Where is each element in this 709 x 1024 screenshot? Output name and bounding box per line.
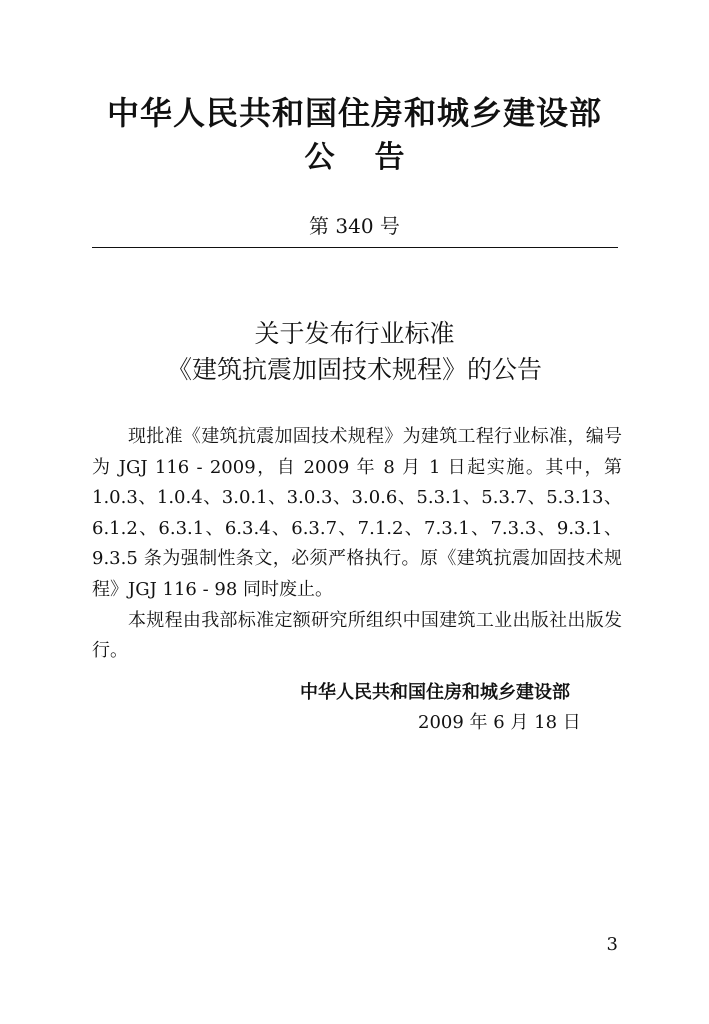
subject-line-2: 《建筑抗震加固技术规程》的公告 bbox=[166, 355, 542, 384]
announcement-body bbox=[92, 422, 622, 667]
signature-date: 2009 年 6 月 18 日 bbox=[418, 712, 581, 733]
announcement-title: 公告 bbox=[304, 140, 445, 175]
document-number: 第 340 号 bbox=[309, 214, 400, 238]
body-paragraph-2: 本规程由我部标准定额研究所组织中国建筑工业出版社出版发行。 bbox=[92, 609, 622, 662]
ministry-title: 中华人民共和国住房和城乡建设部 bbox=[106, 94, 602, 132]
header-divider bbox=[92, 247, 618, 248]
page-number: 3 bbox=[606, 934, 618, 955]
signature-ministry: 中华人民共和国住房和城乡建设部 bbox=[300, 682, 570, 703]
subject-line-1: 关于发布行业标准 bbox=[254, 319, 455, 348]
body-paragraph-1: 现批准《建筑抗震加固技术规程》为建筑工程行业标准，编号为 JGJ 116 - 2009，自 2009 年 8 月 1 日起实施。其中，第 1.0.3、1.0.4、3.0.1、3.0.3、3.0.6、5.3.1、5.3.7、5.3.13、6.1.2、6.3.1、6.3.4、6.3.7、7.1.2、7.3.1、7.3.3、9.3.1、9.3.5 条为强制性条文，必须严格执行。原《建筑抗震加固技术规程》JGJ 116 - 98 同时废止。 bbox=[92, 426, 622, 600]
